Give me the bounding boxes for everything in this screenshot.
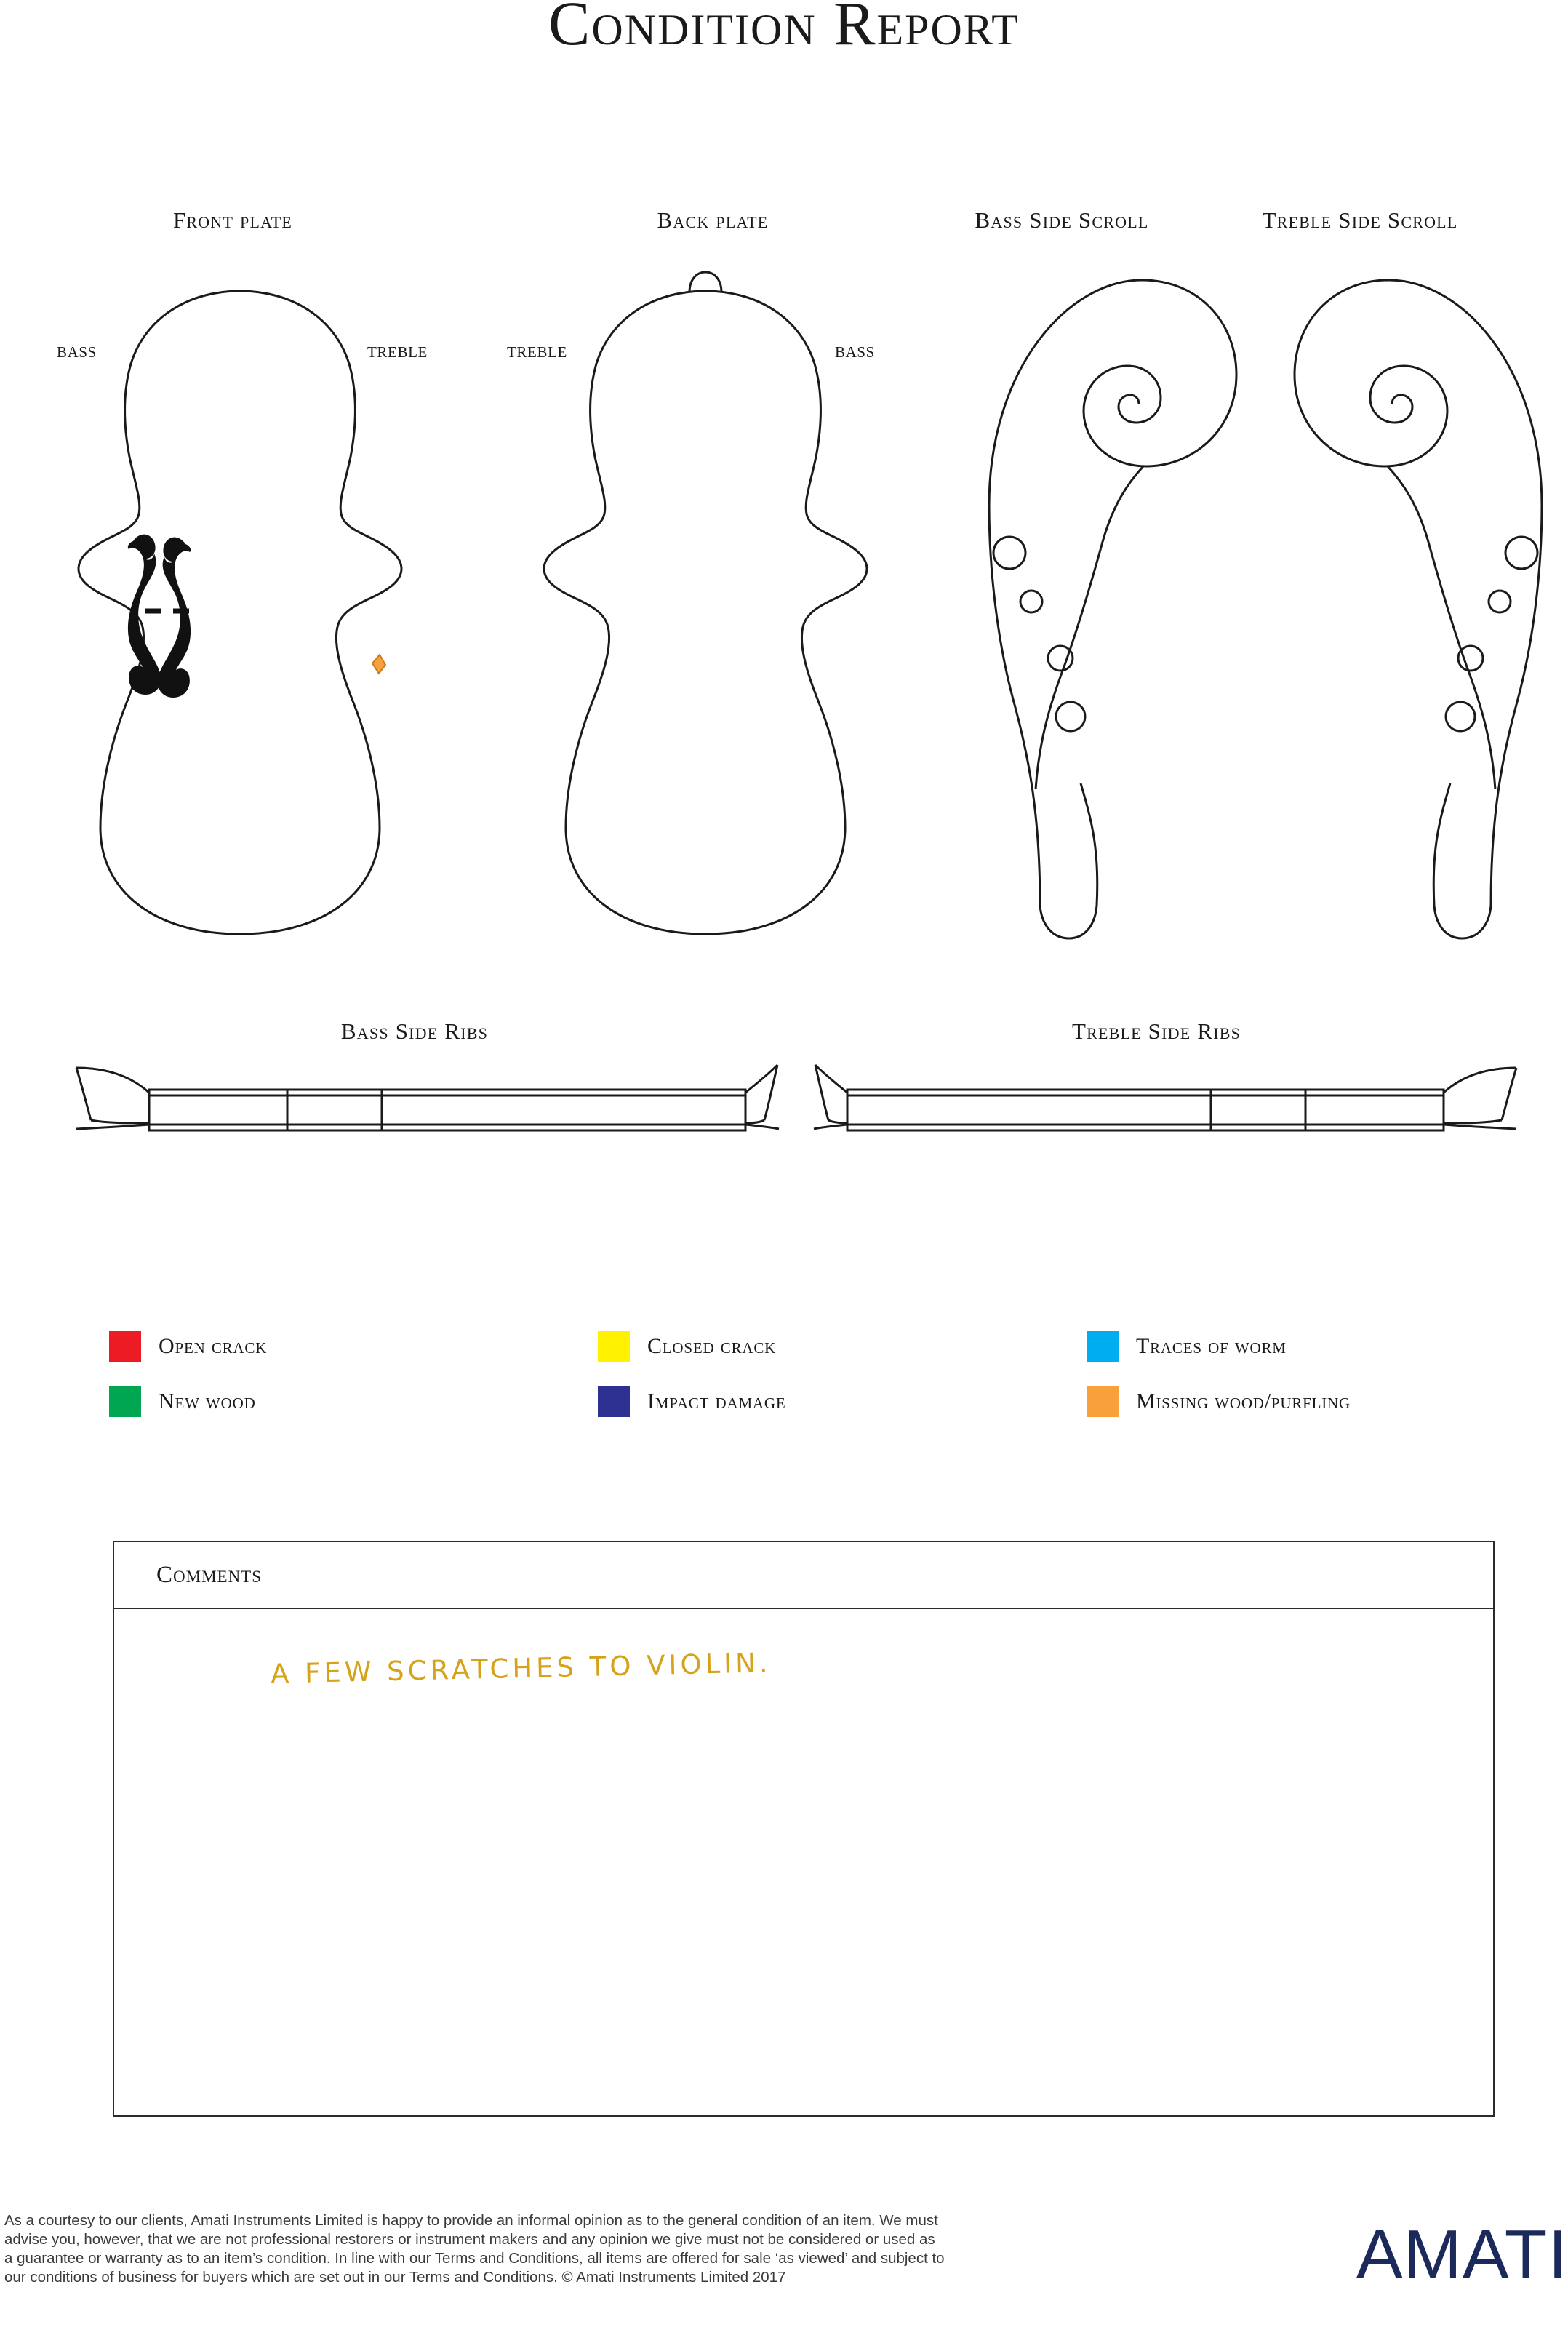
marking-missing-wood [372,655,385,674]
legend-item-traces-of-worm [1087,1331,1505,1362]
footer-line-3: a guarantee or warranty as to an item’s condition. In line with our Terms and Conditions, all items are offered for sale ‘as viewed’ and subject to [4,2250,945,2267]
legend-item-open-crack [109,1331,598,1362]
legend-row-2 [109,1386,1505,1417]
back-plate-diagram[interactable] [495,255,916,953]
bass-side-scroll-diagram[interactable] [960,266,1251,957]
swatch-closed-crack [598,1331,630,1362]
bass-side-ribs-diagram[interactable] [69,1047,782,1157]
caption-treble-side-ribs: Treble Side Ribs [1071,1018,1241,1044]
comments-handwritten-text: A FEW SCRATCHES TO VIOLIN. [270,1647,772,1690]
caption-treble-side-scroll: Treble Side Scroll [1262,207,1458,233]
legend-label-missing-wood: Missing wood/purfling [1136,1389,1351,1413]
legend-item-new-wood [109,1386,598,1417]
comments-title: Comments [156,1561,263,1588]
legend-label-impact-damage: Impact damage [647,1389,786,1413]
caption-front-plate: Front plate [172,207,293,233]
comments-body[interactable] [114,1609,1493,2117]
page-title: Condition Report [548,0,1020,58]
amati-logo [1356,2216,1568,2294]
treble-side-ribs-diagram[interactable] [811,1047,1524,1157]
legend-item-closed-crack [598,1331,1087,1362]
front-plate-treble-label: TREBLE [367,343,428,361]
legend-label-closed-crack: Closed crack [647,1334,777,1358]
legend-item-impact-damage [598,1386,1087,1417]
back-plate-treble-label: TREBLE [507,343,567,361]
treble-side-scroll-diagram[interactable] [1280,266,1568,957]
amati-logo-text: AMATI [1356,2216,1568,2294]
swatch-impact-damage [598,1386,630,1417]
caption-back-plate: Back plate [657,207,769,233]
caption-bass-side-ribs: Bass Side Ribs [340,1018,489,1044]
legend [109,1331,1505,1442]
caption-bass-side-scroll: Bass Side Scroll [975,207,1149,233]
swatch-open-crack [109,1331,141,1362]
legend-row-1 [109,1331,1505,1362]
comments-box[interactable] [113,1541,1495,2117]
footer-disclaimer [4,2211,1183,2287]
swatch-traces-of-worm [1087,1331,1119,1362]
footer-line-1: As a courtesy to our clients, Amati Instruments Limited is happy to provide an informal opinion as to the general condition of an item. We must [4,2212,938,2229]
legend-item-missing-wood [1087,1386,1505,1417]
back-plate-bass-label: BASS [835,343,875,361]
front-plate-diagram[interactable] [29,269,451,953]
legend-label-new-wood: New wood [159,1389,256,1413]
legend-label-open-crack: Open crack [159,1334,268,1358]
footer-line-4: our conditions of business for buyers which are set out in our Terms and Conditions. © Amati Instruments Limited 2017 [4,2269,786,2286]
swatch-new-wood [109,1386,141,1417]
swatch-missing-wood [1087,1386,1119,1417]
legend-label-traces-of-worm: Traces of worm [1136,1334,1287,1358]
footer-line-2: advise you, however, that we are not professional restorers or instrument makers and any opinion we give must not be considered or used as [4,2231,935,2248]
comments-header [114,1542,1493,1609]
front-plate-bass-label: BASS [57,343,97,361]
